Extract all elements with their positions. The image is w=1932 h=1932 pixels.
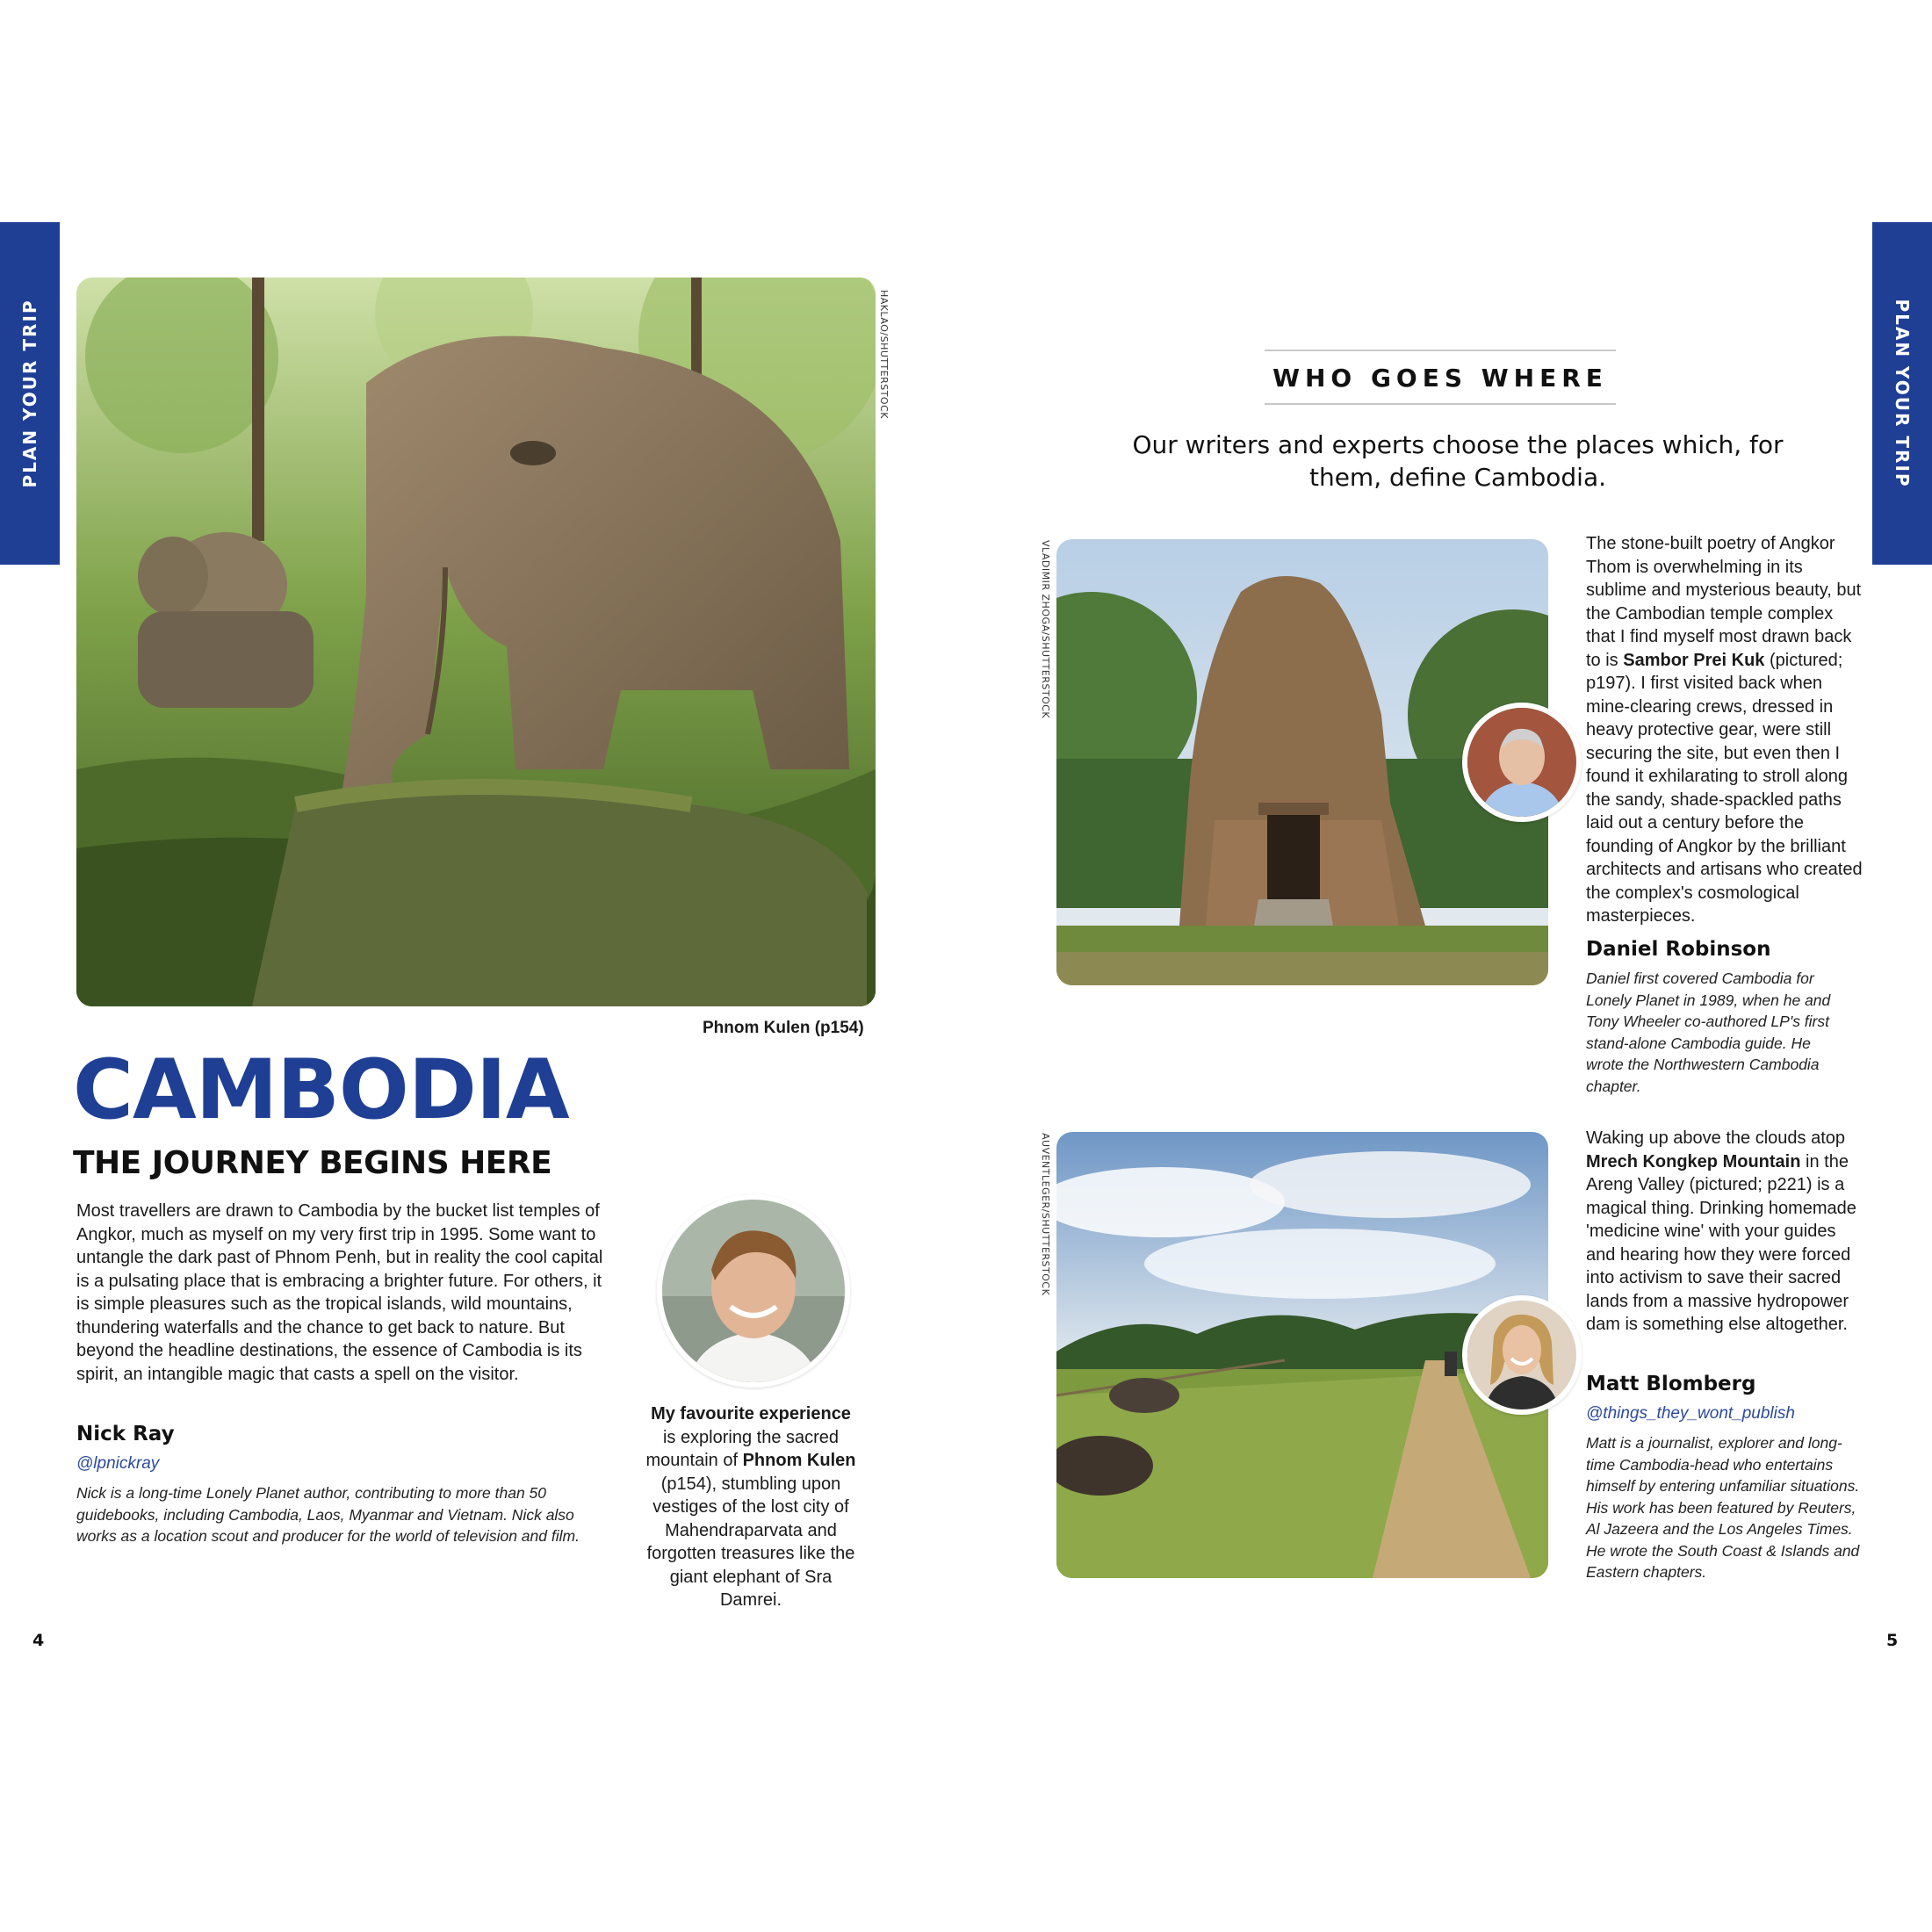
side-tab-right-label: PLAN YOUR TRIP [1892, 299, 1913, 488]
photo-credit: HAKLAO/SHUTTERSTOCK [878, 290, 890, 419]
photo-caption: Phnom Kulen (p154) [703, 1019, 864, 1037]
favourite-text-1: is exploring the sacred mountain of [645, 1427, 840, 1470]
header-rule-bottom [1265, 403, 1616, 405]
entry-1-text [1586, 532, 1865, 928]
page-subtitle: THE JOURNEY BEGINS HERE [73, 1145, 552, 1181]
daniel-robinson-avatar [1462, 703, 1582, 822]
photo-credit-2: AUVENTLEGER/SHUTTERSTOCK [1040, 1133, 1051, 1296]
entry-1-text-2: (pictured; p197). I first visited back when mine-clearing crews, dressed in heavy protective gear, were still securing the site, but even then I found it exhilarating to stroll along the sandy, shade-spackled paths laid out a century before the founding of Angkor by the brilliant architects and artisans who created the complex's cosmological masterpieces. [1586, 650, 1863, 926]
favourite-text-2: (p154), stumbling upon vestiges of the lost city of Mahendraparvata and forgotten treasures like the giant elephant of Sra Damrei. [646, 1474, 855, 1610]
entry-2-text-1: Waking up above the clouds atop [1586, 1128, 1846, 1148]
favourite-lead: My favourite experience [651, 1404, 851, 1424]
entry-1-place: Sambor Prei Kuk [1623, 650, 1765, 670]
entry-2-handle-link[interactable]: @things_they_wont_publish [1586, 1404, 1795, 1423]
section-header [1265, 350, 1616, 405]
section-intro: Our writers and experts choose the places which, for them, define Cambodia. [1132, 430, 1784, 492]
header-rule-top [1265, 350, 1616, 351]
section-heading: WHO GOES WHERE [1272, 364, 1608, 393]
author-name: Nick Ray [76, 1423, 175, 1445]
favourite-place: Phnom Kulen [742, 1451, 856, 1470]
author-handle-link[interactable]: @lpnickray [76, 1454, 160, 1473]
entry-2-author: Matt Blomberg [1586, 1373, 1756, 1395]
nick-ray-avatar [657, 1194, 850, 1388]
side-tab-left [0, 222, 60, 565]
side-tab-left-label: PLAN YOUR TRIP [19, 299, 40, 488]
entry-2-text [1586, 1127, 1865, 1337]
photo-credit-1: VLADIMIR ZHOGA/SHUTTERSTOCK [1040, 540, 1051, 719]
entry-1-bio: Daniel first covered Cambodia for Lonely Planet in 1989, when he and Tony Wheeler co-authored LP's first stand-alone Cambodia guide. He wrote the Northwestern Cambodia chapter. [1586, 970, 1831, 1095]
intro-paragraph: Most travellers are drawn to Cambodia by the bucket list temples of Angkor, much as myself on my very first trip in 1995. Some want to untangle the dark past of Phnom Penh, but in reality the cool capital is a pulsating place that is embracing a brighter future. For others, it is simple pleasures such as the tropical islands, wild mountains, thundering waterfalls and the chance to get back to nature. But beyond the headline destinations, the essence of Cambodia is its spirit, an intangible magic that casts a spell on the visitor. [76, 1201, 603, 1384]
entry-2-bio: Matt is a journalist, explorer and long-time Cambodia-head who entertains himself by entering unfamiliar situations. His work has been featured by Reuters, Al Jazeera and the Los Angeles Times. He wrote the South Coast & Islands and Eastern chapters. [1586, 1434, 1860, 1581]
author-bio: Nick is a long-time Lonely Planet author, contributing to more than 50 guidebooks, including Cambodia, Laos, Myanmar and Vietnam. Nick also works as a location scout and producer for the world of television and film. [76, 1484, 580, 1545]
page-number-right: 5 [1886, 1631, 1899, 1650]
entry-2-place: Mrech Kongkep Mountain [1586, 1151, 1801, 1171]
favourite-experience [645, 1402, 856, 1612]
page-number-left: 4 [32, 1631, 45, 1650]
entry-2-text-2: in the Areng Valley (pictured; p221) is a magical thing. Drinking homemade 'medicine wine' with your guides and hearing how they were forced into activism to save their sacred lands from a massive hydropower dam is something else altogether. [1586, 1151, 1856, 1334]
entry-1-text-1: The stone-built poetry of Angkor Thom is overwhelming in its sublime and mysterious beauty, but the Cambodian temple complex that I find myself most drawn back to is [1586, 534, 1862, 670]
entry-1-author: Daniel Robinson [1586, 938, 1771, 961]
matt-blomberg-avatar [1462, 1295, 1582, 1415]
elephant-statue-photo [76, 278, 876, 1006]
page-title: CAMBODIA [73, 1042, 569, 1138]
side-tab-right [1872, 222, 1932, 565]
